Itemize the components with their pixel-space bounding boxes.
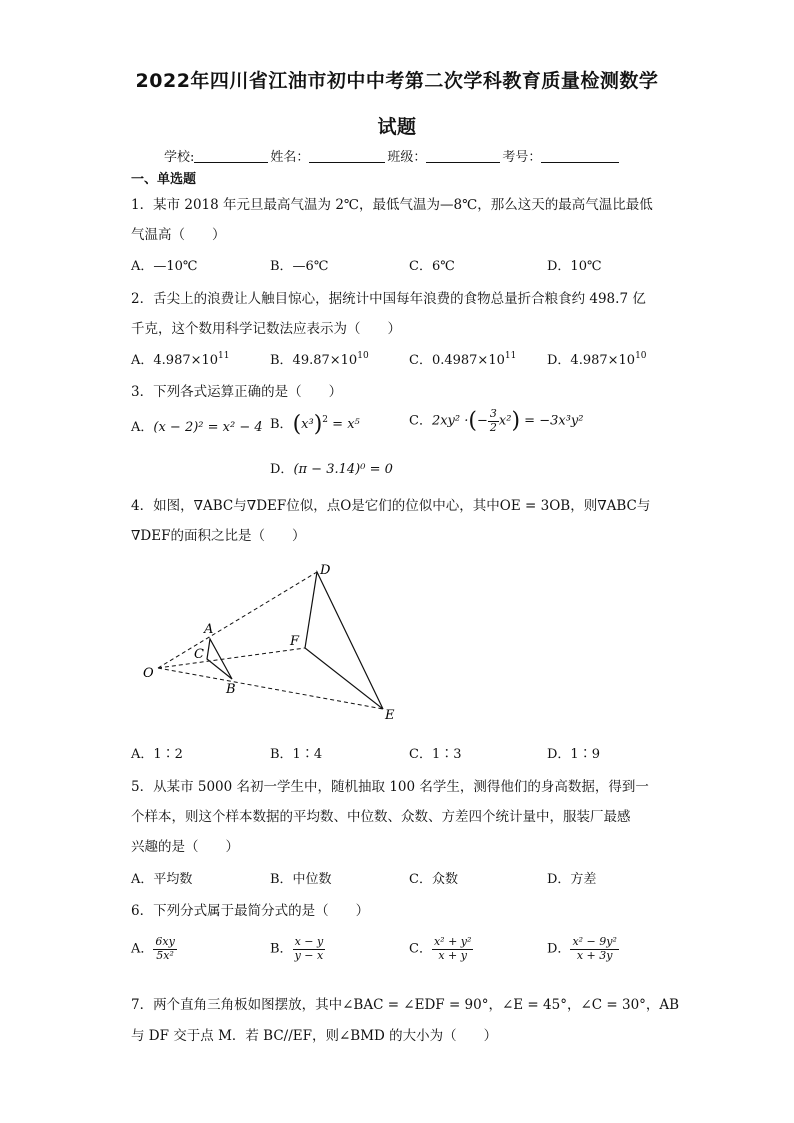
q2-option-c[interactable] — [409, 349, 516, 368]
q3-b-left-paren: ( — [292, 412, 302, 437]
class-blank[interactable] — [426, 149, 500, 163]
q5-option-b[interactable]: B．中位数 — [270, 872, 332, 887]
q1-option-c[interactable]: C．6℃ — [409, 259, 455, 274]
q6-option-b-fraction — [293, 936, 326, 962]
q3-b-exp: 2 — [322, 415, 329, 425]
label-o: O — [143, 666, 154, 681]
q6-option-b-label: B． — [270, 941, 293, 957]
q6-a-num: 6xy — [155, 935, 175, 948]
q3-option-a[interactable] — [131, 416, 263, 435]
q6-option-a-label: A． — [131, 941, 154, 957]
q3-option-c[interactable]: C．2xy² ·(− $\frac{3}{2}$ x²) = −3x³y² — [409, 407, 584, 434]
q6-option-d[interactable] — [547, 936, 619, 962]
exam-no-blank[interactable] — [541, 149, 619, 163]
q6-b-num: x − y — [294, 935, 324, 948]
q1-stem-line-1: 1．某市 2018 年元旦最高气温为 2℃，最低气温为—8℃，那么这天的最高气温比最低 — [131, 197, 653, 213]
q4-dashed-rays — [158, 572, 383, 709]
q3-c-frac-den: 2 — [489, 420, 497, 434]
q6-option-b[interactable] — [270, 936, 325, 962]
section-heading: 一、单选题 — [131, 172, 197, 187]
q5-option-a[interactable]: A．平均数 — [131, 872, 193, 887]
q2-option-c-base: C．0.4987×10 — [409, 353, 505, 368]
q5-option-c[interactable]: C．众数 — [409, 872, 458, 887]
q3-c-fraction — [488, 408, 499, 434]
q3-c-left-paren: ( — [468, 408, 477, 434]
label-c: C — [194, 647, 204, 662]
q3-c-lhs: 2xy² · — [431, 413, 469, 429]
triangle-abc — [207, 639, 232, 679]
q2-option-d-base: D．4.987×10 — [547, 353, 636, 368]
q7-stem-line-1: 7．两个直角三角板如图摆放，其中∠BAC = ∠EDF = 90°，∠E = 45°，∠C = 30°，AB — [131, 997, 680, 1013]
q6-option-c-fraction — [432, 936, 473, 962]
exam-no-label: 考号： — [502, 150, 542, 165]
q1-option-d[interactable]: D．10℃ — [547, 259, 602, 274]
q3-option-b-label: B． — [270, 417, 293, 432]
q3-b-rhs: = x⁵ — [332, 417, 360, 432]
q1-option-a[interactable]: A．—10℃ — [131, 259, 198, 274]
q2-option-b[interactable] — [270, 349, 369, 368]
q3-c-right-paren: ) — [511, 408, 521, 434]
q6-option-c-label: C． — [409, 941, 432, 957]
class-label: 班级： — [387, 150, 427, 165]
q2-option-c-exp: 11 — [504, 351, 517, 361]
q5-stem-line-1: 5．从某市 5000 名初一学生中，随机抽取 100 名学生，测得他们的身高数据，得到一 — [131, 779, 649, 795]
q2-option-a-exp: 11 — [218, 351, 230, 361]
school-label: 学校: — [164, 150, 195, 165]
label-e: E — [385, 708, 395, 723]
q5-stem-line-2: 个样本，则这个样本数据的平均数、中位数、众数、方差四个统计量中，服装厂最感 — [131, 809, 631, 825]
q1-stem-line-2: 气温高（ ） — [131, 227, 226, 243]
q3-option-d-label: D． — [270, 462, 294, 477]
q6-a-den: 5x² — [156, 948, 174, 962]
q6-d-den: x + 3y — [576, 948, 613, 962]
school-blank[interactable] — [194, 149, 268, 163]
q3-stem-line-1: 3．下列各式运算正确的是（ ） — [131, 384, 343, 400]
title-line-1: 2022年四川省江油市初中中考第二次学科教育质量检测数学 — [135, 70, 659, 92]
q6-option-a-fraction — [153, 936, 176, 962]
q7-stem-line-2: 与 DF 交于点 M．若 BC//EF，则∠BMD 的大小为（ ） — [131, 1028, 498, 1044]
q4-option-a[interactable]: A．1∶2 — [131, 747, 183, 762]
q2-stem-line-1: 2．舌尖上的浪费让人触目惊心，据统计中国每年浪费的食物总量折合粮食约 498.7 亿 — [131, 291, 646, 307]
ray-o-d — [158, 572, 317, 668]
label-a: A — [204, 622, 214, 637]
student-info-line — [164, 146, 621, 165]
q2-option-d-exp: 10 — [635, 351, 647, 361]
q3-option-a-expr: (x − 2)² = x² − 4 — [153, 420, 263, 435]
q3-b-right-paren: ) — [313, 412, 323, 437]
q6-option-d-fraction — [570, 936, 618, 962]
q3-c-frac-num: 3 — [489, 407, 497, 420]
ray-o-f — [158, 648, 305, 668]
label-f: F — [290, 634, 300, 649]
q2-option-b-exp: 10 — [357, 351, 369, 361]
q3-option-d[interactable] — [270, 458, 393, 477]
q6-b-den: y − x — [294, 948, 324, 962]
ray-o-e — [158, 668, 383, 709]
q4-stem-line-2: ∇DEF的面积之比是（ ） — [131, 528, 306, 544]
q6-stem-line-1: 6．下列分式属于最简分式的是（ ） — [131, 903, 370, 919]
q4-figure — [130, 556, 410, 728]
q4-option-c[interactable]: C．1∶3 — [409, 747, 462, 762]
q4-option-d[interactable]: D．1∶9 — [547, 747, 600, 762]
title-line-2: 试题 — [377, 116, 417, 138]
q1-option-b[interactable]: B．—6℃ — [270, 259, 329, 274]
q3-option-d-expr: (π − 3.14)⁰ = 0 — [293, 462, 393, 477]
q4-option-b[interactable]: B．1∶4 — [270, 747, 323, 762]
q5-stem-line-3: 兴趣的是（ ） — [131, 839, 239, 855]
q6-option-c[interactable] — [409, 936, 473, 962]
label-b: B — [226, 682, 236, 697]
q6-option-d-label: D． — [547, 941, 571, 957]
triangle-def — [305, 572, 383, 709]
q2-option-a[interactable] — [131, 349, 230, 368]
q6-c-num: x² + y² — [433, 935, 472, 948]
q3-option-a-label: A． — [131, 420, 154, 435]
q3-option-b[interactable] — [270, 412, 360, 437]
q3-option-c-label: C． — [409, 413, 432, 429]
name-label: 姓名： — [270, 150, 310, 165]
q2-option-b-base: B．49.87×10 — [270, 353, 358, 368]
q6-c-den: x + y — [438, 948, 467, 962]
name-blank[interactable] — [309, 149, 385, 163]
q2-stem-line-2: 千克，这个数用科学记数法应表示为（ ） — [131, 321, 401, 337]
q4-stem-line-1: 4．如图，∇ABC与∇DEF位似，点O是它们的位似中心，其中OE = 3OB，则∇ABC与 — [131, 498, 651, 514]
label-d: D — [320, 563, 331, 578]
q2-option-a-base: A．4.987×10 — [131, 353, 219, 368]
q3-c-inner-tail: x² — [498, 413, 512, 429]
q2-option-d[interactable] — [547, 349, 647, 368]
q3-b-inner: x³ — [301, 417, 314, 432]
q5-option-d[interactable]: D．方差 — [547, 872, 597, 887]
q3-c-rhs: = −3x³y² — [524, 413, 584, 429]
q6-d-num: x² − 9y² — [572, 935, 617, 948]
q6-option-a[interactable] — [131, 936, 177, 962]
